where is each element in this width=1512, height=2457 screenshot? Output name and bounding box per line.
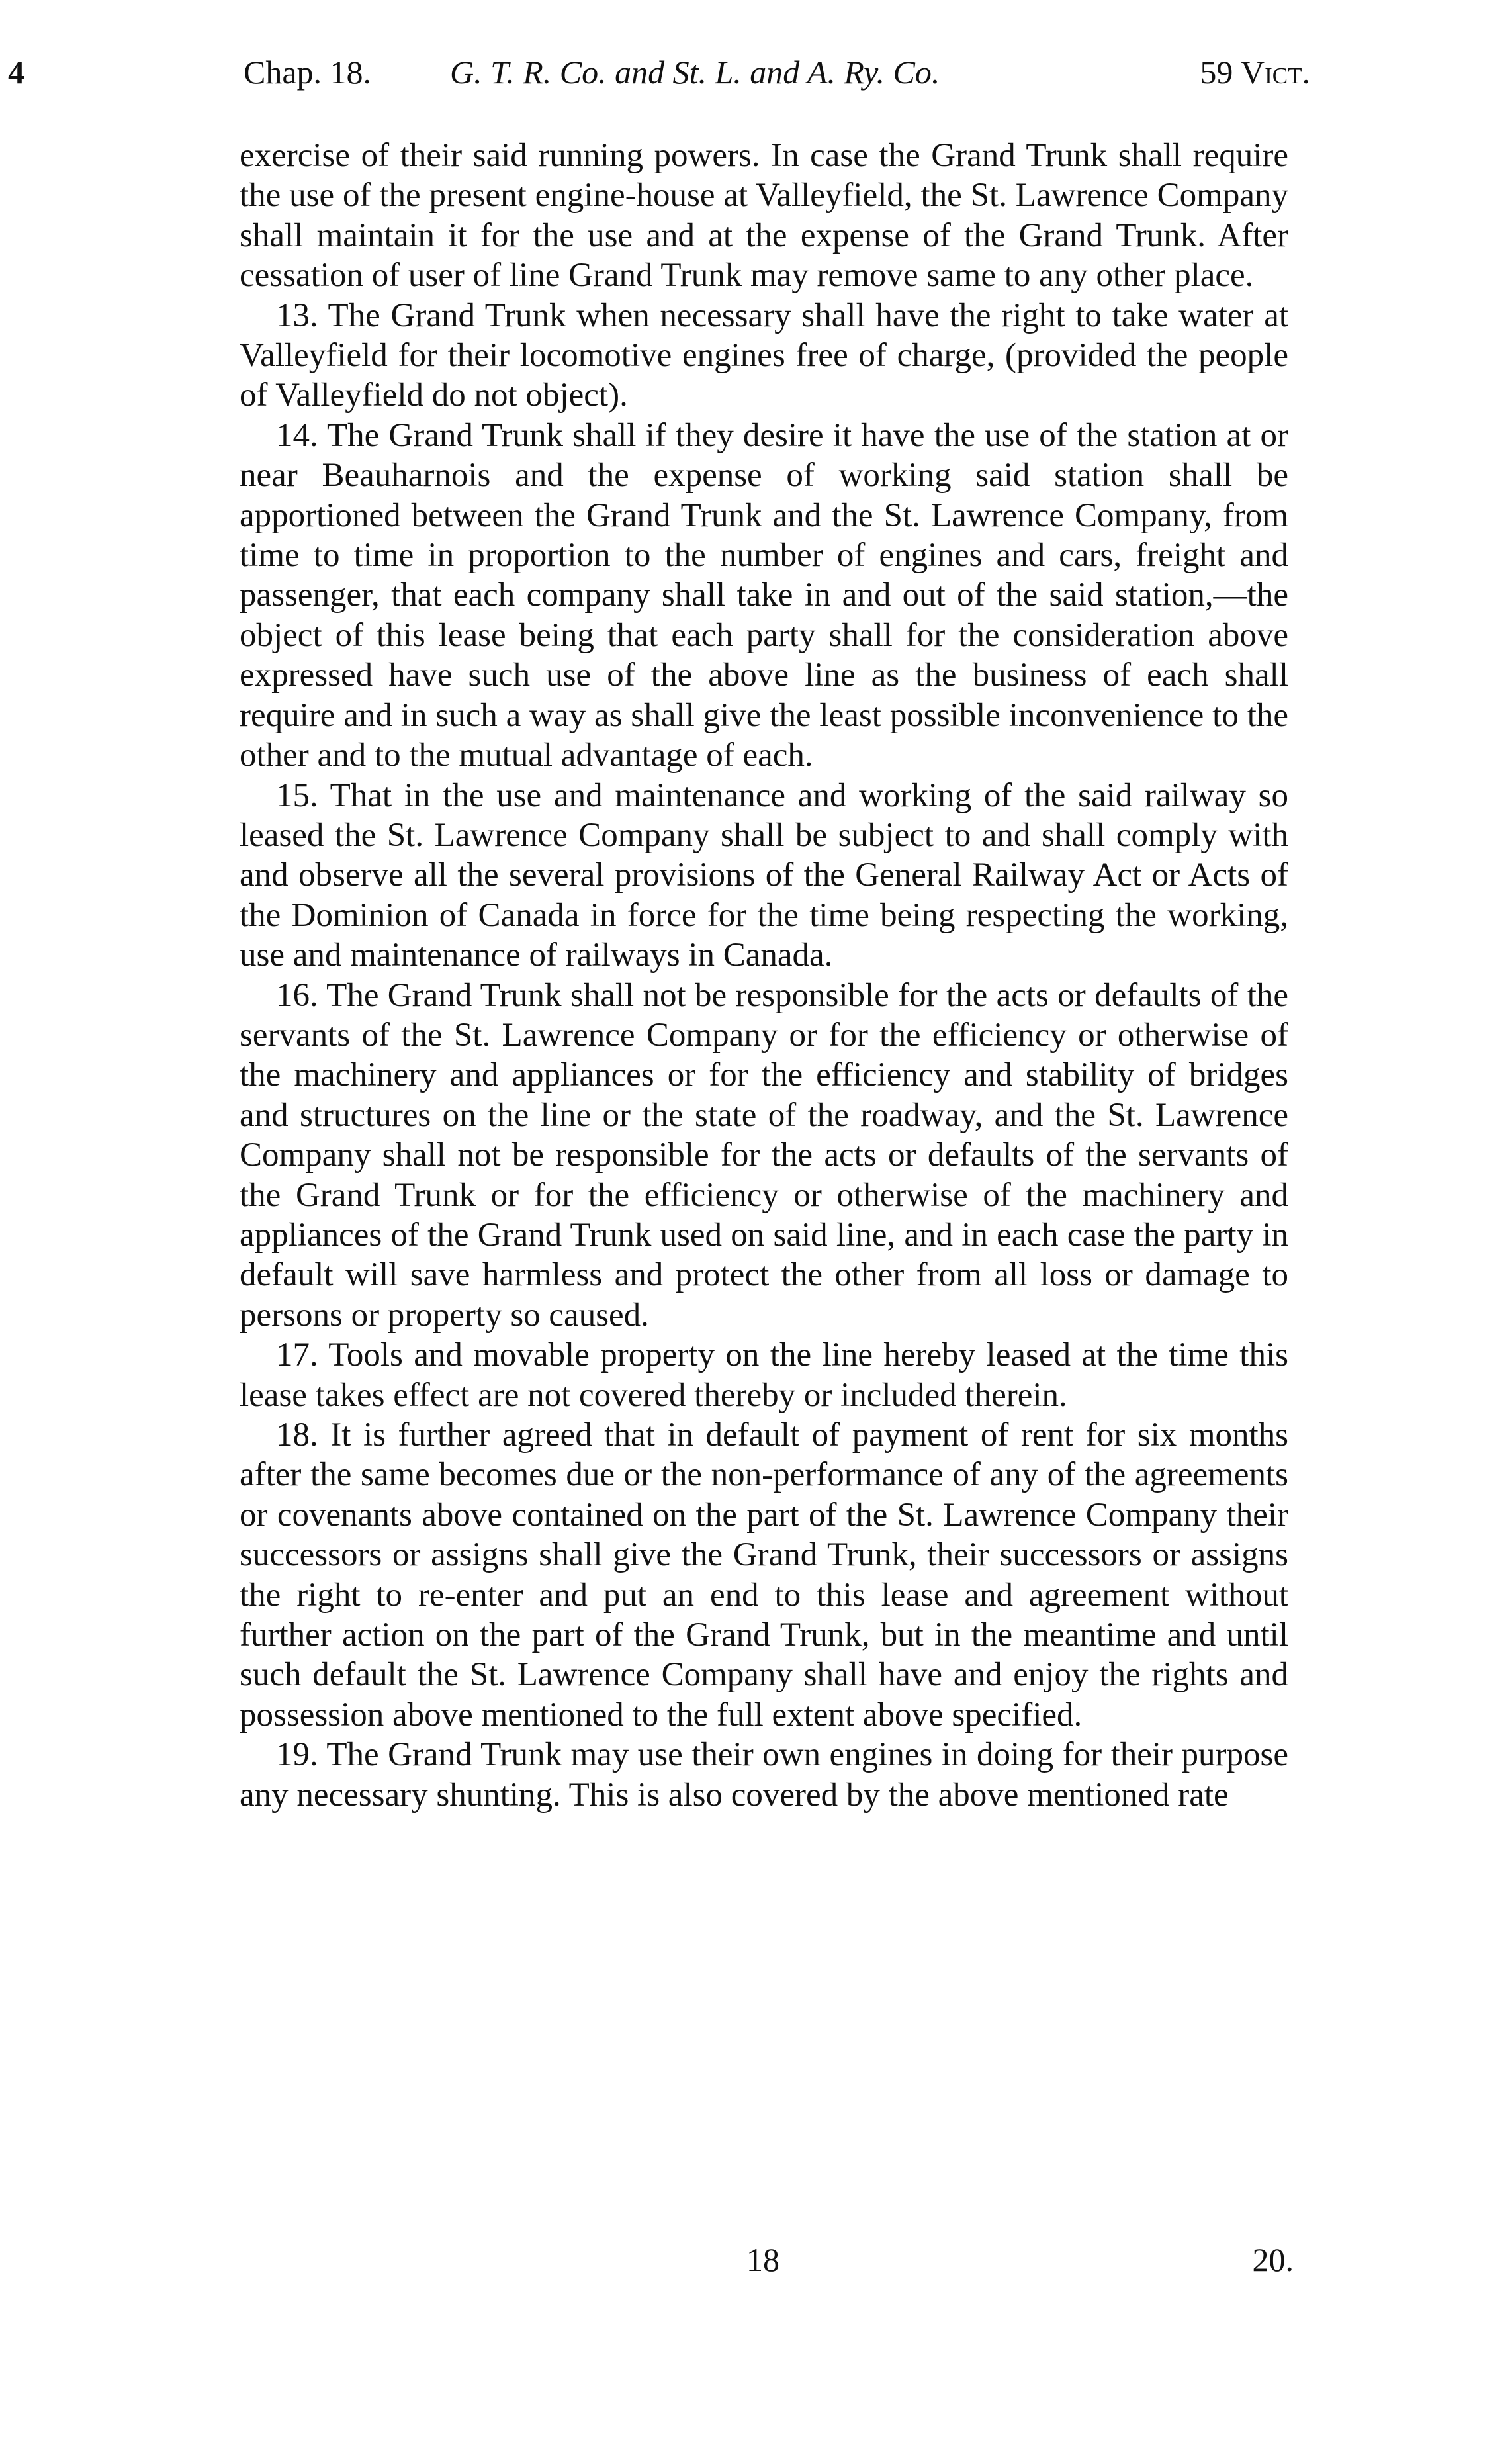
signature-mark-right: 20. [1252, 2241, 1294, 2278]
section-14: 14. The Grand Trunk shall if they desire it have the use of the station at or near Beauharnois and the expense of working said station shall be apportioned between the Grand Trunk and the St. Lawrence Company, from time to time in proportion to the number of engines and cars, freight and passenger, that each company shall take in and out of the said station,—the object of this lease being that each party shall for the consideration above expressed have such use of the above line as the business of each shall require and in such a way as shall give the least possible inconvenience to the other and to the mutual advantage of each. [240, 416, 1288, 774]
running-title: G. T. R. Co. and St. L. and A. Ry. Co. [450, 54, 940, 91]
section-19: 19. The Grand Trunk may use their own engines in doing for their purpose any necessary shunting. This is also covered by the above mentioned rate [240, 1736, 1288, 1814]
body-text [240, 136, 1288, 1815]
section-16: 16. The Grand Trunk shall not be responsible for the acts or defaults of the servants of the St. Lawrence Company or for the efficiency or otherwise of the machinery and appliances or for the efficiency and stability of bridges and structures on the line or the state of the roadway, and the St. Lawrence Company shall not be responsible for the acts or defaults of the servants of the Grand Trunk or for the efficiency or otherwise of the machinery and appliances of the Grand Trunk used on said line, and in each case the party in default will save harmless and protect the other from all loss or damage to persons or property so caused. [240, 976, 1288, 1334]
paragraph-continuation: exercise of their said running powers. In case the Grand Trunk shall require the use of the present engine-house at Valleyfield, the St. Lawrence Company shall maintain it for the use and at the expense of the Grand Trunk. After cessation of user of line Grand Trunk may remove same to any other place. [240, 137, 1288, 295]
section-15: 15. That in the use and maintenance and working of the said railway so leased the St. Lawrence Company shall be subject to and shall comply with and observe all the several provisions of the General Railway Act or Acts of the Dominion of Canada in force for the time being respecting the working, use and maintenance of railways in Canada. [240, 776, 1288, 974]
section-18: 18. It is further agreed that in default of payment of rent for six months after the same becomes due or the non-performance of any of the agreements or covenants above contained on the part of the St. Lawrence Company their successors or assigns shall give the Grand Trunk, their successors or assigns the right to re-enter and put an end to this lease and agreement without further action on the part of the Grand Trunk, but in the meantime and until such default the St. Lawrence Company shall have and enjoy the rights and possession above mentioned to the full extent above specified. [240, 1416, 1288, 1734]
signature-mark-left: 18 [746, 2241, 779, 2278]
regnal-year: 59 Vict. [1200, 54, 1310, 91]
section-17: 17. Tools and movable property on the line hereby leased at the time this lease takes effect are not covered thereby or included therein. [240, 1336, 1288, 1414]
page-number: 4 [8, 54, 24, 91]
page-header [0, 53, 1512, 106]
section-13: 13. The Grand Trunk when necessary shall have the right to take water at Valleyfield for their locomotive engines free of charge, (provided the people of Valleyfield do not object). [240, 297, 1288, 414]
chapter-label: Chap. 18. [244, 54, 372, 91]
